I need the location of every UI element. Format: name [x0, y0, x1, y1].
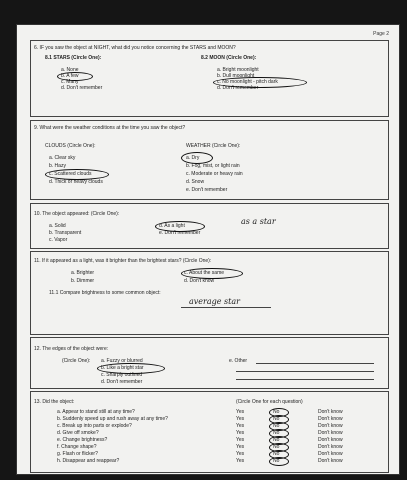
did-a: a. Appear to stand still at any time?: [57, 409, 135, 415]
edges-other: e. Other: [229, 358, 248, 364]
other-line-2: [236, 371, 374, 372]
section-6: [30, 40, 389, 117]
brightness-a: a. Brighter: [71, 270, 95, 276]
edges-a: a. Fuzzy or blurred: [101, 358, 143, 364]
dk-b: Don't know: [318, 416, 343, 422]
compare-label: 11.1 Compare brightness to some common object:: [49, 290, 161, 296]
moon-c-circle: [213, 77, 307, 88]
dk-f: Don't know: [318, 444, 343, 450]
yes-c: Yes: [236, 423, 245, 429]
clouds-b: b. Hazy: [49, 163, 66, 169]
weather-e: e. Don't remember: [186, 187, 228, 193]
section-13-question: 13. Did the object:: [34, 399, 75, 405]
dk-a: Don't know: [318, 409, 343, 415]
moon-c: c. No moonlight - pitch dark: [217, 79, 278, 85]
appeared-c: c. Vapor: [49, 237, 68, 243]
clouds-c: c. Scattered clouds: [49, 171, 92, 177]
weather-label: WEATHER (Circle One):: [186, 143, 241, 149]
did-e: e. Change brightness?: [57, 437, 108, 443]
section-12: [30, 337, 389, 389]
section-13: [30, 391, 389, 473]
appeared-d-circle: [155, 221, 205, 232]
moon-d: d. Don't remember: [217, 85, 259, 91]
appeared-handwritten-note: as a star: [241, 217, 276, 226]
other-line-3: [236, 379, 374, 380]
did-h: h. Disappear and reappear?: [57, 458, 120, 464]
no-h-circle: [269, 457, 289, 466]
no-b: No: [273, 416, 280, 422]
clouds-c-circle: [45, 169, 109, 180]
brightness-b: b. Dimmer: [71, 278, 95, 284]
no-e: No: [273, 437, 280, 443]
appeared-d: d. As a light: [159, 223, 185, 229]
dk-g: Don't know: [318, 451, 343, 457]
section-11-question: 11. If it appeared as a light, was it brighter than the brightest stars? (Circle One):: [34, 258, 212, 264]
yes-f: Yes: [236, 444, 245, 450]
appeared-a: a. Solid: [49, 223, 66, 229]
weather-d: d. Snow: [186, 179, 205, 185]
no-g: No: [273, 451, 280, 457]
weather-a-circle: [181, 152, 213, 164]
moon-b: b. Dull moonlight: [217, 73, 255, 79]
page-number: Page 2: [373, 31, 389, 37]
appeared-e: e. Don't remember: [159, 230, 201, 236]
compare-handwritten-answer: average star: [189, 297, 240, 306]
clouds-a: a. Clear sky: [49, 155, 76, 161]
moon-label: 8.2 MOON (Circle One):: [201, 55, 257, 61]
other-line-1: [256, 363, 374, 364]
weather-b: b. Fog, mist, or light rain: [186, 163, 240, 169]
stars-a: a. None: [61, 67, 79, 73]
edges-b-circle: [97, 363, 165, 374]
moon-a: a. Bright moonlight: [217, 67, 259, 73]
section-11: [30, 251, 389, 335]
section-9-question: 9. What were the weather conditions at the time you saw the object?: [34, 125, 186, 131]
dk-c: Don't know: [318, 423, 343, 429]
brightness-c: c. About the same: [184, 270, 225, 276]
section-13-instruction: (Circle One for each question): [236, 399, 303, 405]
edges-d: d. Don't remember: [101, 379, 143, 385]
yes-g: Yes: [236, 451, 245, 457]
brightness-d: d. Don't know: [184, 278, 215, 284]
yes-d: Yes: [236, 430, 245, 436]
did-f: f. Change shape?: [57, 444, 97, 450]
did-b: b. Suddenly speed up and rush away at any time?: [57, 416, 168, 422]
clouds-d: d. Thick or heavy clouds: [49, 179, 103, 185]
no-d: No: [273, 430, 280, 436]
section-12-question: 12. The edges of the object were:: [34, 346, 109, 352]
edges-circle-one: (Circle One):: [62, 358, 91, 364]
appeared-b: b. Transparent: [49, 230, 82, 236]
dk-h: Don't know: [318, 458, 343, 464]
stars-label: 8.1 STARS (Circle One):: [45, 55, 102, 61]
weather-a: a. Dry: [186, 155, 200, 161]
yes-a: Yes: [236, 409, 245, 415]
clouds-label: CLOUDS (Circle One):: [45, 143, 96, 149]
stars-c: c. Many: [61, 79, 79, 85]
dk-d: Don't know: [318, 430, 343, 436]
did-c: c. Break up into parts or explode?: [57, 423, 132, 429]
form-page: [17, 25, 399, 474]
section-10: [30, 203, 389, 249]
compare-answer-line: [181, 307, 271, 308]
stars-b-circle: [57, 72, 93, 81]
yes-h: Yes: [236, 458, 245, 464]
section-9: [30, 120, 389, 200]
yes-b: Yes: [236, 416, 245, 422]
dk-e: Don't know: [318, 437, 343, 443]
no-c: No: [273, 423, 280, 429]
did-g: g. Flash or flicker?: [57, 451, 98, 457]
yes-e: Yes: [236, 437, 245, 443]
section-6-question: 6. IF you saw the object at NIGHT, what did you notice concerning the STARS and MOON?: [34, 45, 236, 51]
stars-d: d. Don't remember: [61, 85, 103, 91]
stars-b: b. A few: [61, 73, 79, 79]
brightness-c-circle: [181, 268, 243, 279]
weather-c: c. Moderate or heavy rain: [186, 171, 243, 177]
no-a: No: [273, 409, 280, 415]
section-10-question: 10. The object appeared: (Circle One):: [34, 211, 120, 217]
no-f: No: [273, 444, 280, 450]
no-h: No: [273, 458, 280, 464]
did-d: d. Give off smoke?: [57, 430, 99, 436]
edges-c: c. Sharply outlined: [101, 372, 143, 378]
edges-b: b. Like a bright star: [101, 365, 144, 371]
